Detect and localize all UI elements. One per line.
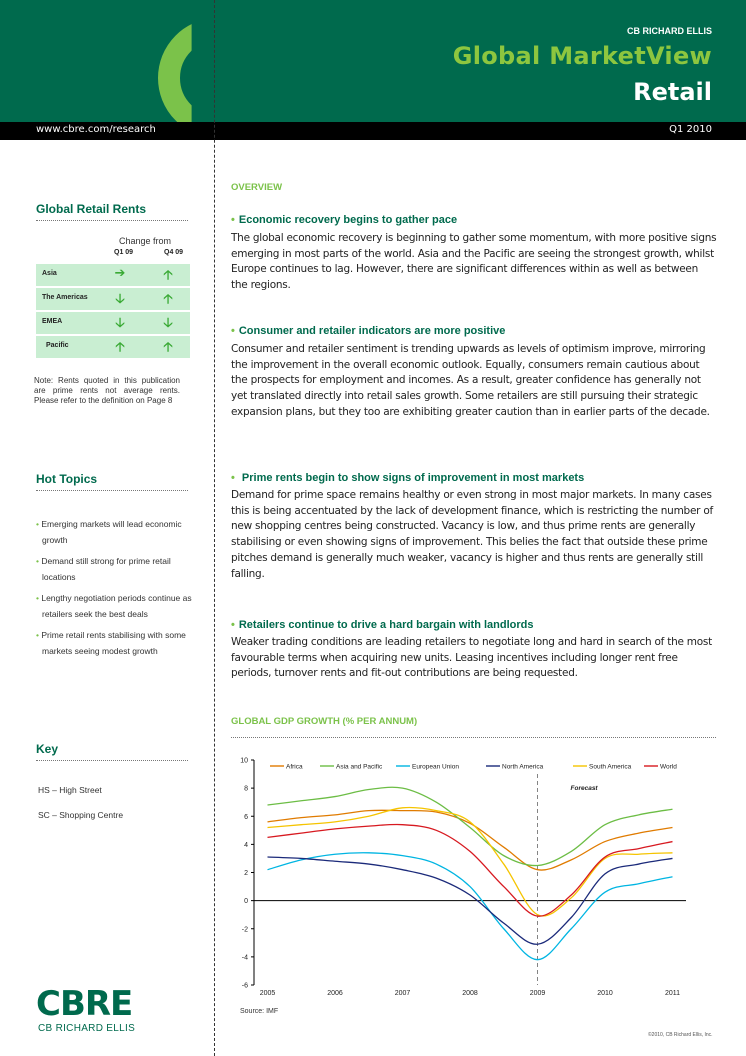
y-tick-label: 10 <box>240 757 248 765</box>
logo-arc-graphic <box>158 18 278 122</box>
table-row <box>36 312 190 334</box>
x-tick-label: 2011 <box>664 990 681 997</box>
key-item-sc: SC – Shopping Centre <box>38 810 124 820</box>
arrow-up-icon: 🡡 <box>163 268 173 283</box>
copyright: ©2010, CB Richard Ellis, Inc. <box>648 1032 713 1038</box>
y-tick-label: -6 <box>241 982 248 990</box>
cbre-logo: CBRE <box>36 984 133 1024</box>
rents-note: Note: Rents quoted in this publication are prime rents not average rents. Please refer to the definition on Page 8 <box>34 376 180 405</box>
bullet-icon: • <box>231 619 235 631</box>
x-tick-label: 2006 <box>327 990 343 997</box>
header-banner <box>0 0 746 122</box>
gdp-growth-chart <box>224 748 696 1004</box>
y-tick-label: 2 <box>244 870 248 877</box>
legend-label: European Union <box>412 763 459 771</box>
y-tick-label: -4 <box>241 954 248 962</box>
rents-col2-header: Q4 09 <box>164 249 184 256</box>
y-tick-label: 0 <box>244 898 248 906</box>
x-tick-label: 2007 <box>394 990 411 997</box>
hot-topics-list <box>34 516 194 664</box>
legend-label: Asia and Pacific <box>336 763 383 771</box>
chart-source: Source: IMF <box>240 1008 279 1015</box>
arrow-up-icon: 🡡 <box>115 340 125 355</box>
section-body: Weaker trading conditions are leading retailers to negotiate long and hard in search of the most favourable terms when acquiring new units. Leasing incentives including longer rent free periods, turnover rents and fit-out contributions are being requested. <box>231 636 713 680</box>
bullet-icon: • <box>231 325 235 337</box>
table-row <box>36 336 190 358</box>
y-tick-label: -2 <box>241 926 248 934</box>
header-company: CB RICHARD ELLIS <box>627 26 712 36</box>
arrow-up-icon: 🡡 <box>163 340 173 355</box>
rent-region: Asia <box>42 270 57 277</box>
page-subtitle: Retail <box>633 78 712 106</box>
legend-label: Africa <box>286 763 303 771</box>
bullet-icon: • <box>36 593 42 603</box>
rent-region: The Americas <box>42 294 88 301</box>
list-item: • Demand still strong for prime retail locations <box>36 556 171 582</box>
arrow-down-icon: 🡣 <box>115 316 125 331</box>
x-tick-label: 2010 <box>597 990 613 997</box>
section-heading: • Economic recovery begins to gather pace <box>231 214 458 226</box>
overview-heading: OVERVIEW <box>231 182 283 193</box>
rents-table <box>36 264 190 360</box>
rents-heading: Global Retail Rents <box>36 202 188 221</box>
table-row <box>36 288 190 310</box>
research-url[interactable]: www.cbre.com/research <box>36 124 156 135</box>
list-item: • Lengthy negotiation periods continue as retailers seek the best deals <box>36 593 192 619</box>
section-body: Consumer and retailer sentiment is trending upwards as levels of optimism improve, mirroring the improvement in the overall economic outlook. Equally, consumers remain cautious about the prospects for employment and incomes. As a result, greater confidence has generally not yet translated directly into retail sales growth. Some retailers are still pursuing their strategic expansion plans, but they too are exhibiting greater caution than in earlier parts of the decade. <box>231 343 710 418</box>
section-heading: • Consumer and retailer indicators are more positive <box>231 325 506 337</box>
arrow-down-icon: 🡣 <box>163 316 173 331</box>
bullet-icon: • <box>231 472 238 484</box>
arrow-down-icon: 🡣 <box>115 292 125 307</box>
table-row <box>36 264 190 286</box>
legend-label: South America <box>589 763 632 771</box>
bullet-icon: • <box>231 214 235 226</box>
section-heading: • Retailers continue to drive a hard bargain with landlords <box>231 619 534 631</box>
rent-region: Pacific <box>46 342 69 349</box>
column-divider <box>214 0 215 1056</box>
bullet-icon: • <box>36 519 42 529</box>
chart-rule <box>231 737 716 738</box>
section-body: Demand for prime space remains healthy or even strong in most major markets. In many cases this is being accentuated by the lack of development finance, which is restricting the number of new shopping centres being constructed. Vacancy is low, and thus prime rents are generally stabilising or even showing signs of improvement. This belies the fact that outside these prime pitches demand is generally much weaker, vacancy is higher and thus rents are generally still falling. <box>231 489 713 580</box>
chart-title: GLOBAL GDP GROWTH (% PER ANNUM) <box>231 716 418 727</box>
arrow-right-icon: ➔ <box>114 266 126 281</box>
hot-topics-heading: Hot Topics <box>36 472 188 491</box>
y-tick-label: 4 <box>244 841 248 849</box>
info-bar <box>0 122 746 140</box>
series-line <box>268 853 673 960</box>
forecast-annotation: Forecast <box>570 785 598 792</box>
x-tick-label: 2005 <box>259 990 276 997</box>
y-tick-label: 8 <box>244 785 248 793</box>
y-tick-label: 6 <box>244 813 248 821</box>
section-body: The global economic recovery is beginning to gather some momentum, with more positive signs emerging in most parts of the world. Asia and the Pacific are seeing the strongest growth, whilst Europe continues to lag. However, there are significant differences within as well as between the regions. <box>231 232 717 292</box>
key-item-hs: HS – High Street <box>38 785 102 795</box>
bullet-icon: • <box>36 556 42 566</box>
quarter-label: Q1 2010 <box>669 124 712 135</box>
legend-label: World <box>660 763 677 771</box>
list-item: • Prime retail rents stabilising with some markets seeing modest growth <box>36 630 186 656</box>
cbre-logo-subtitle: CB RICHARD ELLIS <box>38 1023 136 1034</box>
legend-label: North America <box>502 763 544 771</box>
key-heading: Key <box>36 742 188 761</box>
rent-region: EMEA <box>42 318 63 325</box>
rents-col1-header: Q1 09 <box>114 249 134 256</box>
section-heading: • Prime rents begin to show signs of improvement in most markets <box>231 472 585 484</box>
bullet-icon: • <box>36 630 42 640</box>
x-tick-label: 2009 <box>529 990 546 997</box>
list-item: • Emerging markets will lead economic growth <box>36 519 182 545</box>
x-tick-label: 2008 <box>462 990 478 997</box>
arrow-up-icon: 🡡 <box>163 292 173 307</box>
page-title: Global MarketView <box>452 42 712 70</box>
rents-change-from: Change from <box>118 236 172 246</box>
